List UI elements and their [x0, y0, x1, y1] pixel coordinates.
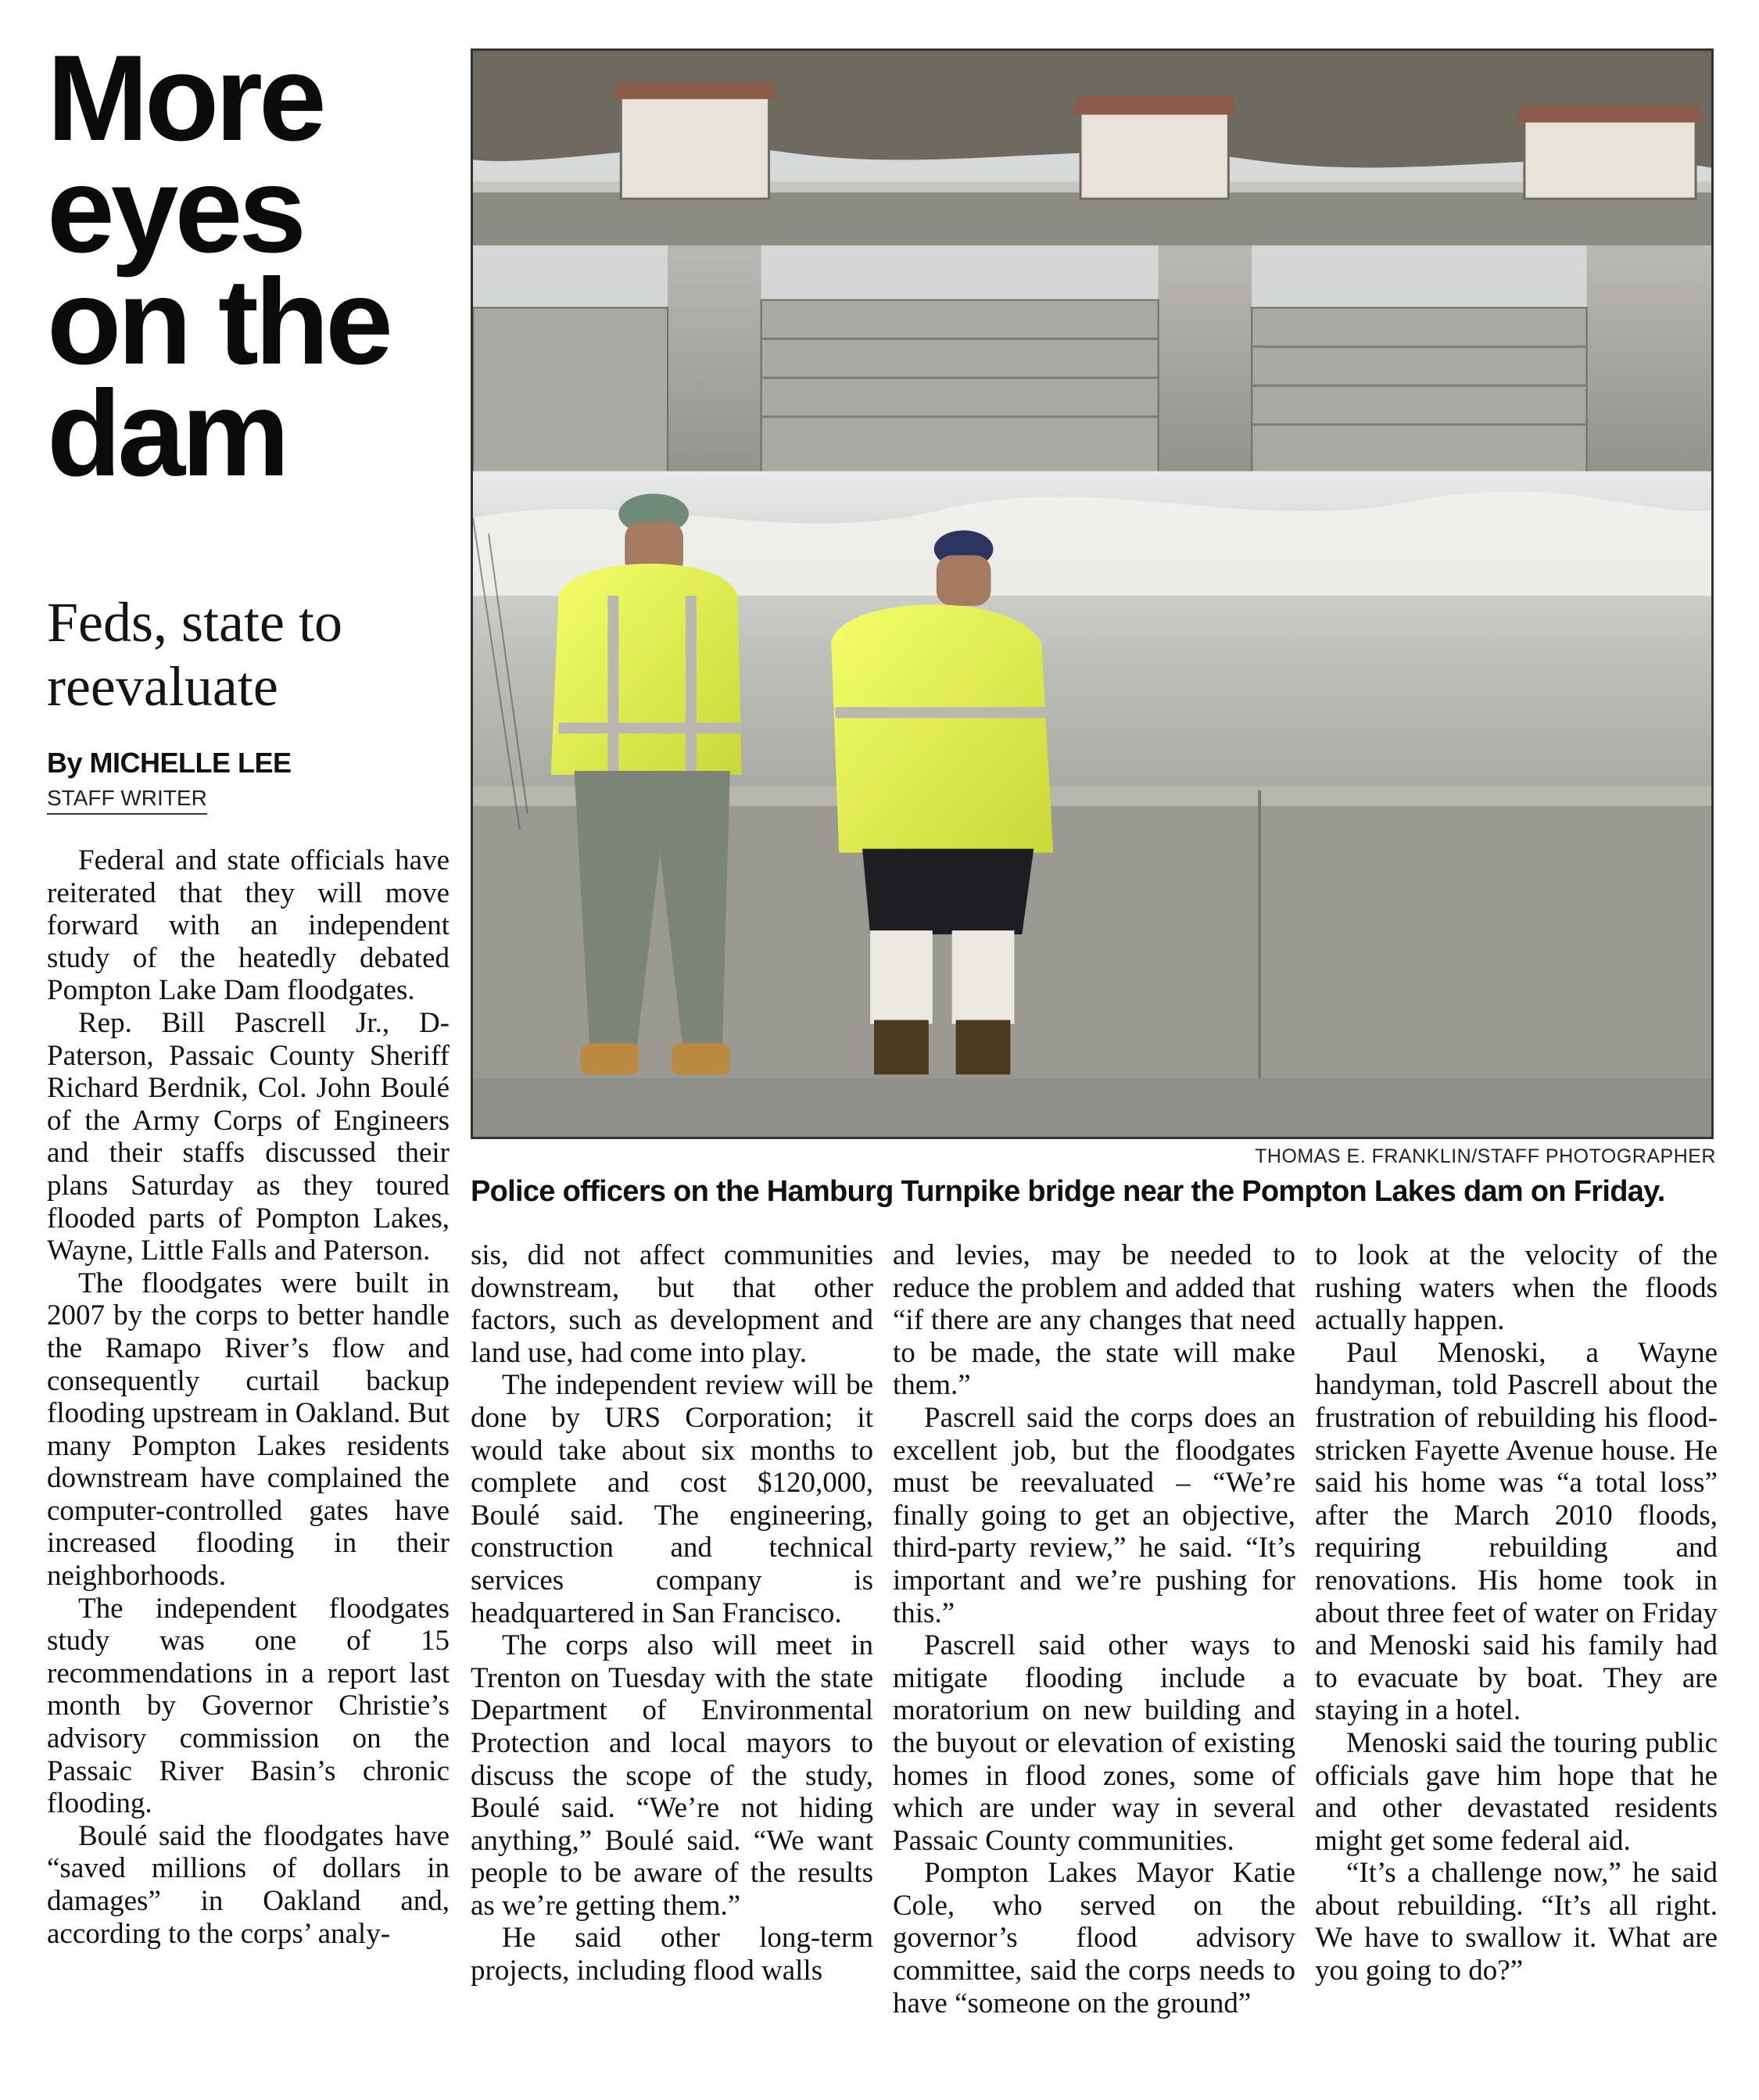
headline-line: dam	[47, 366, 286, 502]
deck-line: reevaluate	[47, 655, 278, 718]
article-paragraph: Pompton Lakes Mayor Katie Cole, who served on the governor’s flood advisory committee, said the corps needs to have “someone on the ground”	[893, 1857, 1295, 2019]
article-paragraph: Menoski said the touring public officials gave him hope that he and other devastated residents might get some federal aid.	[1315, 1726, 1718, 1857]
headline	[47, 30, 453, 502]
byline-title: STAFF WRITER	[47, 786, 207, 815]
article-paragraph: and levies, may be needed to reduce the problem and added that “if there are any changes that need to be made, the state will make them.”	[893, 1239, 1295, 1402]
article-paragraph: Rep. Bill Pascrell Jr., D-Paterson, Passaic County Sheriff Richard Berdnik, Col. John Boulé of the Army Corps of Engineers and their staffs discussed their plans Saturday as they toured flooded parts of Pompton Lakes, Wayne, Little Falls and Paterson.	[47, 1006, 450, 1267]
headline-line: More	[47, 30, 323, 167]
dam-photo-illustration	[473, 51, 1711, 1137]
article-paragraph: sis, did not affect communities downstream, but that other factors, such as development and land use, had come into play.	[471, 1239, 873, 1369]
headline-line: on the	[47, 254, 389, 390]
article-paragraph: The independent review will be done by URS Corporation; it would take about six months to complete and cost $120,000, Boulé said. The engineering, construction and technical services company is headquartered in San Francisco.	[471, 1369, 873, 1629]
article-column-3	[893, 1239, 1295, 2019]
article-column-4	[1315, 1239, 1718, 1987]
article-paragraph: Boulé said the floodgates have “saved millions of dollars in damages” in Oakland and, according to the corps’ analy-	[47, 1819, 450, 1950]
article-paragraph: The floodgates were built in 2007 by the corps to better handle the Ramapo River’s flow and consequently curtail backup flooding upstream in Oakland. But many Pompton Lakes residents downstream have complained the computer-controlled gates have increased flooding in their neighborhoods.	[47, 1267, 450, 1593]
byline: By MICHELLE LEE	[47, 747, 292, 779]
article-paragraph: The corps also will meet in Trenton on Tuesday with the state Department of Environmental Protection and local mayors to discuss the scope of the study, Boulé said. “We’re not hiding anything,” Boulé said. “We want people to be aware of the results as we’re getting them.”	[471, 1629, 873, 1922]
article-paragraph: He said other long-term projects, including flood walls	[471, 1922, 873, 1987]
article-paragraph: Pascrell said the corps does an excellent job, but the floodgates must be reevaluated – “We’re finally going to get an objective, third-party review,” he said. “It’s important and we’re pushing for this.”	[893, 1401, 1295, 1629]
deck-line: Feds, state to	[47, 591, 342, 654]
headline-line: eyes	[47, 142, 303, 278]
article-column-1	[47, 844, 450, 2080]
news-photo	[471, 48, 1714, 1139]
article-paragraph: “It’s a challenge now,” he said about rebuilding. “It’s all right. We have to swallow it. What are you going to do?”	[1315, 1857, 1718, 1987]
article-paragraph: The independent floodgates study was one of 15 recommendations in a report last month by Governor Christie’s advisory commission on the Passaic River Basin’s chronic flooding.	[47, 1592, 450, 1820]
article-paragraph: Paul Menoski, a Wayne handyman, told Pascrell about the frustration of rebuilding his flood-stricken Fayette Avenue house. He said his home was “a total loss” after the March 2010 floods, requiring rebuilding and renovations. His home took in about three feet of water on Friday and Menoski said his family had to evacuate by boat. They are staying in a hotel.	[1315, 1336, 1718, 1727]
article-column-2	[471, 1239, 873, 1987]
article-paragraph: Federal and state officials have reiterated that they will move forward with an independent study of the heatedly debated Pompton Lake Dam floodgates.	[47, 844, 450, 1007]
article-paragraph: to look at the velocity of the rushing waters when the floods actually happen.	[1315, 1239, 1718, 1337]
photo-credit: THOMAS E. FRANKLIN/STAFF PHOTOGRAPHER	[1255, 1145, 1716, 1167]
photo-caption: Police officers on the Hamburg Turnpike bridge near the Pompton Lakes dam on Friday.	[471, 1175, 1665, 1208]
article-paragraph: Pascrell said other ways to mitigate flooding include a moratorium on new building and the buyout or elevation of existing homes in flood zones, some of which are under way in several Passaic County communities.	[893, 1629, 1295, 1857]
deck-subheadline	[47, 590, 453, 719]
